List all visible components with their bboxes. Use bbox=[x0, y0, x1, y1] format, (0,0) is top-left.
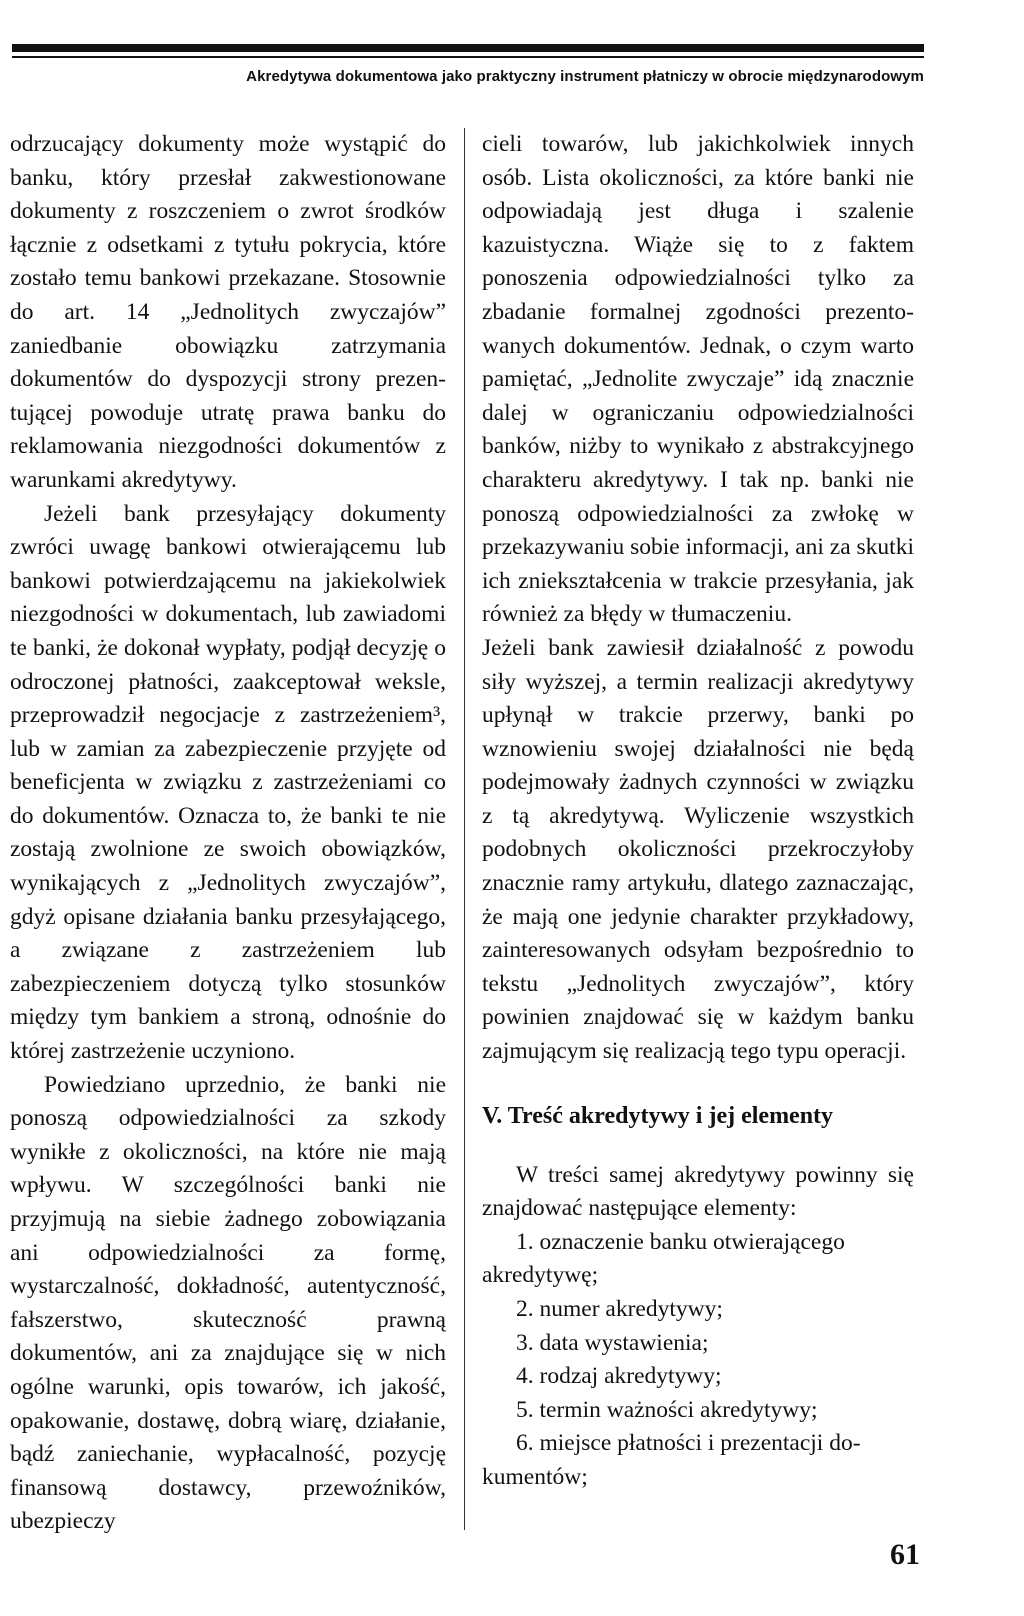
list-intro: W treści samej akredytywy powinny się znajdować następujące elementy: bbox=[482, 1161, 914, 1222]
list-item: 1. oznaczenie banku otwierającego akredytywę; bbox=[482, 1228, 845, 1289]
list-item: 2. numer akredytywy; bbox=[516, 1296, 723, 1322]
left-paragraph-2: Jeżeli bank przesyłający dokumenty zwróci uwagę bankowi otwierającemu lub bankowi potwierdzającemu na jakiekolwiek niezgodności w dokumentach, lub zawiadomi te banki, że dokonał wypłaty, podjął decyzję o odroczonej płatności, zaakceptował weksle, przeprowadził negocjacje z zastrzeżeniem³, lub w zamian za zabezpieczenie przyjęte od beneficjenta w związku z zastrzeżeniami co do dokumentów. Oznacza to, że banki te nie zostają zwolnione ze swoich obowiązków, wynikających z „Jednolitych zwyczajów”, gdyż opisane działania banku przesyłającego, a związane z zastrzeżeniem lub zabezpieczeniem dotyczą tylko stosunków między tym bankiem a stroną, odnośnie do której zastrzeżenie uczyniono. bbox=[10, 500, 446, 1065]
column-divider bbox=[464, 128, 465, 1530]
running-header: Akredytywa dokumentowa jako praktyczny instrument płatniczy w obrocie międzynarodowym bbox=[246, 68, 924, 85]
section-heading: V. Treść akredytywy i jej elementy bbox=[482, 1102, 834, 1129]
page-number: 61 bbox=[890, 1538, 920, 1571]
left-column bbox=[10, 128, 446, 1539]
list-item: 5. termin ważności akredytywy; bbox=[516, 1396, 818, 1423]
right-paragraph-2: Jeżeli bank zawiesił działalność z powodu siły wyższej, a termin realizacji akredytywy upłynął w trakcie przerwy, banki po wznowieniu swojej działalności nie będą podejmowały żadnych czynności w związku z tą akredytywą. Wyliczenie wszystkich podobnych okoliczności przekroczyłoby znacznie ramy artykułu, dlatego zaznaczając, że mają one jedynie charakter przykładowy, zainteresowanych odsyłam bezpośrednio to tekstu „Jednolitych zwyczajów”, który powinien znajdować się w każdym banku zajmującym się realizacją tego typu operacji. bbox=[482, 634, 914, 1065]
right-column bbox=[482, 128, 914, 1495]
right-paragraph-1: cieli towarów, lub jakichkolwiek innych osób. Lista okoliczności, za które banki nie odpowiadają jest długa i szalenie kazuistyczna. Wiąże się to z faktem ponoszenia odpowiedzialności tylko za zbadanie formalnej zgodności prezentowanych dokumentów. Jednak, o czym warto pamiętać, „Jednolite zwyczaje” idą znacznie dalej w ograniczaniu odpowiedzialności banków, niżby to wynikało z abstrakcyjnego charakteru akredytywy. I tak np. banki nie ponoszą odpowiedzialności za zwłokę w przekazywaniu sobie informacji, ani za skutki ich zniekształcenia w trakcie przesyłania, jak również za błędy w tłumaczeniu. bbox=[482, 131, 914, 628]
header-rule-thick bbox=[12, 44, 924, 52]
header-rule-thin bbox=[12, 56, 924, 58]
list-item: 6. miejsce płatności i prezentacji dokumentów; bbox=[482, 1430, 861, 1490]
list-item: 4. rodzaj akredytywy; bbox=[516, 1363, 722, 1390]
left-paragraph-3: Powiedziano uprzednio, że banki nie ponoszą odpowiedzialności za szkody wynikłe z okoliczności, na które nie mają wpływu. W szczególności banki nie przyjmują na siebie żadnego zobowiązania ani odpowiedzialności za formę, wystarczalność, dokładność, autentyczność, fałszerstwo, skuteczność prawną dokumentów, ani za znajdujące się w nich ogólne warunki, opis towarów, ich jakość, opakowanie, dostawę, dobrą wiarę, działanie, bądź zaniechanie, wypłacalność, pozycję finansową dostawcy, przewoźników, ubezpieczy bbox=[10, 1071, 446, 1535]
left-paragraph-1: odrzucający dokumenty może wystąpić do banku, który przesłał zakwestionowane dokumenty z roszczeniem o zwrot środków łącznie z odsetkami z tytułu pokrycia, które zostało temu bankowi przekazane. Stosownie do art. 14 „Jednolitych zwyczajów” zaniedbanie obowiązku zatrzymania dokumentów do dyspozycji strony prezentującej powoduje utratę prawa banku do reklamowania niezgodności dokumentów z warunkami akredytywy. bbox=[10, 131, 446, 493]
list-item: 3. data wystawienia; bbox=[516, 1329, 709, 1356]
